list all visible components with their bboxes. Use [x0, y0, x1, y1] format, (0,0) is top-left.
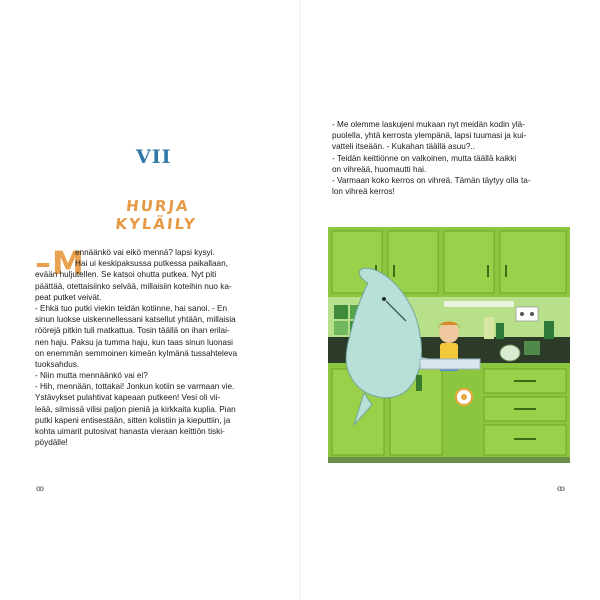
text-line: - Ehkä tuo putki viekin teidän kotiinne, hai sanoi. - En	[35, 303, 228, 313]
text-line: leää, silmissä vilisi paljon pieniä ja kirkkaita kuplia. Pian	[35, 404, 236, 414]
text-line: on enemmän semmoinen kimeän kylmänä tussahteleva	[35, 348, 238, 358]
sink	[420, 359, 480, 369]
dropcap-letter: M	[52, 244, 84, 282]
text-line: - Varmaan koko kerros on vihreä. Tämän täytyy olla ta-	[332, 175, 531, 185]
text-line: on vihreää, huomautti hai.	[332, 164, 427, 174]
left-page-text	[35, 244, 265, 448]
text-line: kohta uimarit putosivat hanasta vieraan keittiön tiski-	[35, 427, 225, 436]
text-line: vatteli itseään. - Kukahan täällä asuu?..	[332, 142, 475, 152]
text-line: ennäänkö vai eikö mennä? lapsi kysyi.	[75, 248, 215, 257]
text-line: putki kapeni entisestään, sitten kolistiin ja kieputtiin, ja	[35, 415, 231, 425]
dropcap-dash: –	[35, 244, 51, 282]
upper-cabinets	[328, 227, 570, 297]
text-line: - Niin mutta mennäänkö vai ei?	[35, 371, 148, 381]
page-gutter	[299, 0, 301, 600]
chapter-number: VII	[136, 146, 172, 168]
text-line: röörejä pitkin tuli matkattua. Tosin täällä on ihan erilai-	[35, 326, 230, 336]
page-number-left: ꝏ	[36, 484, 44, 493]
kitchen-shark-illustration	[324, 225, 574, 465]
text-line: lon vihreä kerros!	[332, 187, 395, 197]
text-line: - Hih, mennään, tottakai! Jonkun kotiin se varmaan vie.	[35, 382, 235, 392]
text-line: Ystävykset pulahtivat kapeaan putkeen! Vesi oli vii-	[35, 393, 221, 403]
text-line: sinun luokse uiskennellessani katsellut yhtään, millaisia	[35, 315, 236, 325]
right-page-text	[332, 119, 572, 197]
text-line: tuoksahdus.	[35, 359, 80, 369]
text-line: puolella, yhtä kerrosta ylempänä, lapsi tuumasi ja kui-	[332, 131, 527, 141]
text-line: - Me olemme laskujeni mukaan nyt meidän kodin ylä-	[332, 120, 525, 129]
text-line: evään huljutellen. Se katsoi ohutta putkea. Nyt piti	[35, 270, 217, 280]
text-line: pöydälle!	[35, 438, 68, 448]
chapter-title: HURJA KYLÄILY	[114, 197, 198, 233]
text-line: päättää, otettaisiinko selvää, millaisiin koteihin nuo ka-	[35, 281, 232, 291]
text-line: nen haju. Paksu ja tumma haju, kun taas sinun luonasi	[35, 337, 233, 347]
text-line: peat putket veivät.	[35, 292, 102, 302]
text-line: - Teidän keittiönne on valkoinen, mutta täällä kaikki	[332, 153, 517, 163]
text-line: Hai ui keskipaksussa putkessa paikallaan,	[75, 259, 228, 269]
page-number-right: ꝏ	[557, 484, 565, 493]
